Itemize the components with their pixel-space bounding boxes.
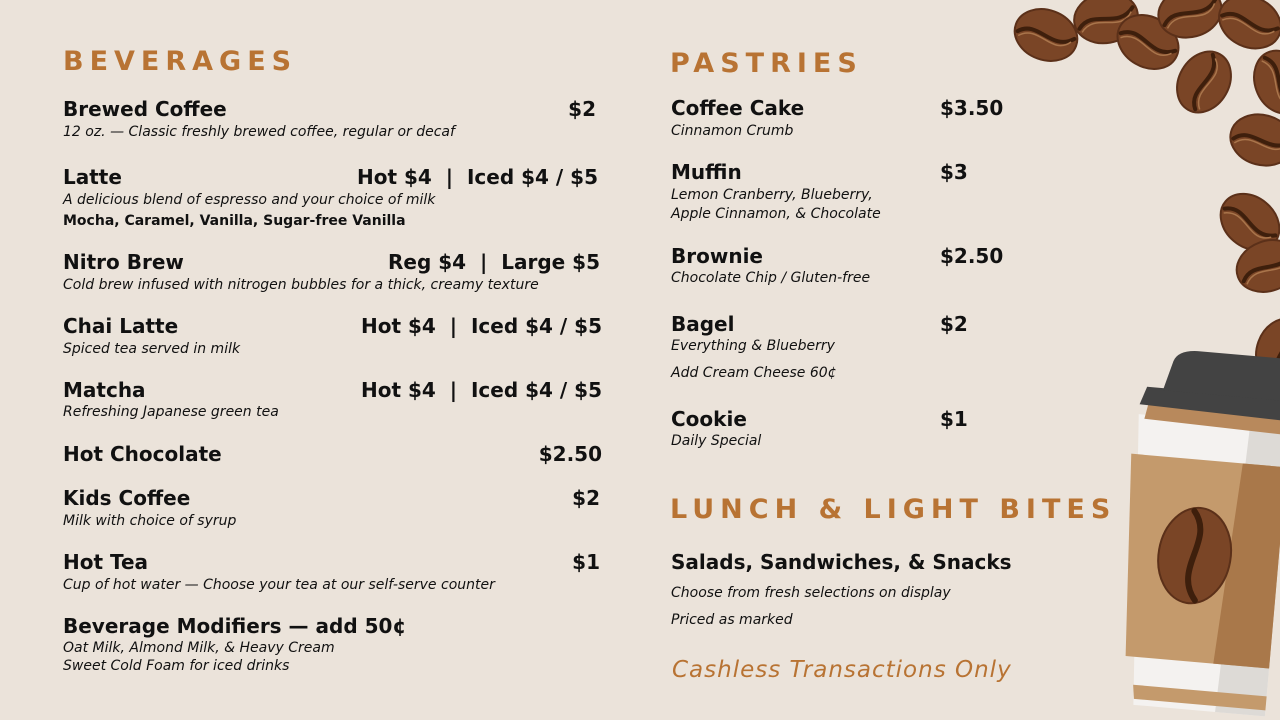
lunch-line-1: Choose from fresh selections on display — [671, 585, 951, 601]
lunch-line-2: Priced as marked — [671, 612, 793, 628]
coffee-bean-icon — [1246, 43, 1280, 120]
item-name-cookie: Cookie — [671, 407, 747, 431]
coffee-bean-icon — [1225, 108, 1280, 173]
item-desc-chai-latte: Spiced tea served in milk — [63, 341, 241, 357]
item-desc-bagel: Everything & Blueberry — [671, 338, 835, 354]
item-desc-nitro-brew: Cold brew infused with nitrogen bubbles for a thick, creamy texture — [63, 277, 539, 293]
item-price-cookie: $1 — [940, 407, 968, 431]
item-desc-hot-tea: Cup of hot water — Choose your tea at our self-serve counter — [63, 577, 495, 593]
item-desc-cookie: Daily Special — [671, 433, 762, 449]
item-price-nitro-brew: Reg $4 | Large $5 — [387, 250, 600, 274]
item-name-brewed-coffee: Brewed Coffee — [63, 97, 227, 121]
item-desc-latte: A delicious blend of espresso and your choice of milk — [63, 192, 436, 208]
item-name-chai-latte: Chai Latte — [63, 314, 179, 338]
item-desc-muffin: Lemon Cranberry, Blueberry, — [671, 187, 873, 203]
item-name-hot-chocolate: Hot Chocolate — [63, 442, 222, 466]
item-name-muffin: Muffin — [671, 160, 742, 184]
item-desc-matcha: Refreshing Japanese green tea — [63, 404, 279, 420]
item-price-brownie: $2.50 — [940, 244, 1004, 268]
item-name-coffee-cake: Coffee Cake — [671, 96, 805, 120]
item-price-chai-latte: Hot $4 | Iced $4 / $5 — [360, 314, 602, 338]
lunch-title: Salads, Sandwiches, & Snacks — [671, 550, 1012, 574]
pastries-heading: PASTRIES — [670, 48, 863, 79]
item-desc2-beverage-modifiers: Sweet Cold Foam for iced drinks — [63, 658, 290, 674]
item-desc-brewed-coffee: 12 oz. — Classic freshly brewed coffee, regular or decaf — [63, 124, 455, 140]
item-price-matcha: Hot $4 | Iced $4 / $5 — [360, 378, 602, 402]
item-desc-brownie: Chocolate Chip / Gluten-free — [671, 270, 871, 286]
beverages-heading: BEVERAGES — [63, 46, 298, 77]
item-name-beverage-modifiers: Beverage Modifiers — add 50¢ — [63, 614, 407, 638]
item-price-hot-chocolate: $2.50 — [538, 442, 602, 466]
item-name-matcha: Matcha — [63, 378, 146, 402]
item-price-latte: Hot $4 | Iced $4 / $5 — [356, 165, 598, 189]
item-name-hot-tea: Hot Tea — [63, 550, 149, 574]
item-price-coffee-cake: $3.50 — [940, 96, 1004, 120]
item-desc-coffee-cake: Cinnamon Crumb — [671, 123, 794, 139]
item-flavors-latte: Mocha, Caramel, Vanilla, Sugar-free Vanilla — [63, 213, 406, 229]
item-name-bagel: Bagel — [671, 312, 735, 336]
item-addon-bagel: Add Cream Cheese 60¢ — [671, 365, 837, 381]
item-desc-beverage-modifiers: Oat Milk, Almond Milk, & Heavy Cream — [63, 640, 335, 656]
item-name-nitro-brew: Nitro Brew — [63, 250, 184, 274]
item-price-hot-tea: $1 — [572, 550, 600, 574]
item-price-muffin: $3 — [940, 160, 968, 184]
item-name-brownie: Brownie — [671, 244, 763, 268]
coffee-bean-icon — [1007, 1, 1084, 70]
lunch-heading: LUNCH & LIGHT BITES — [670, 494, 1117, 525]
coffee-cup-icon — [1109, 346, 1280, 716]
item-price-brewed-coffee: $2 — [568, 97, 596, 121]
item-price-kids-coffee: $2 — [572, 486, 600, 510]
item-desc2-muffin: Apple Cinnamon, & Chocolate — [671, 206, 881, 222]
coffee-bean-icon — [1210, 0, 1280, 58]
item-name-kids-coffee: Kids Coffee — [63, 486, 191, 510]
cashless-notice: Cashless Transactions Only — [672, 657, 1012, 683]
item-name-latte: Latte — [63, 165, 122, 189]
item-price-bagel: $2 — [940, 312, 968, 336]
item-desc-kids-coffee: Milk with choice of syrup — [63, 513, 237, 529]
